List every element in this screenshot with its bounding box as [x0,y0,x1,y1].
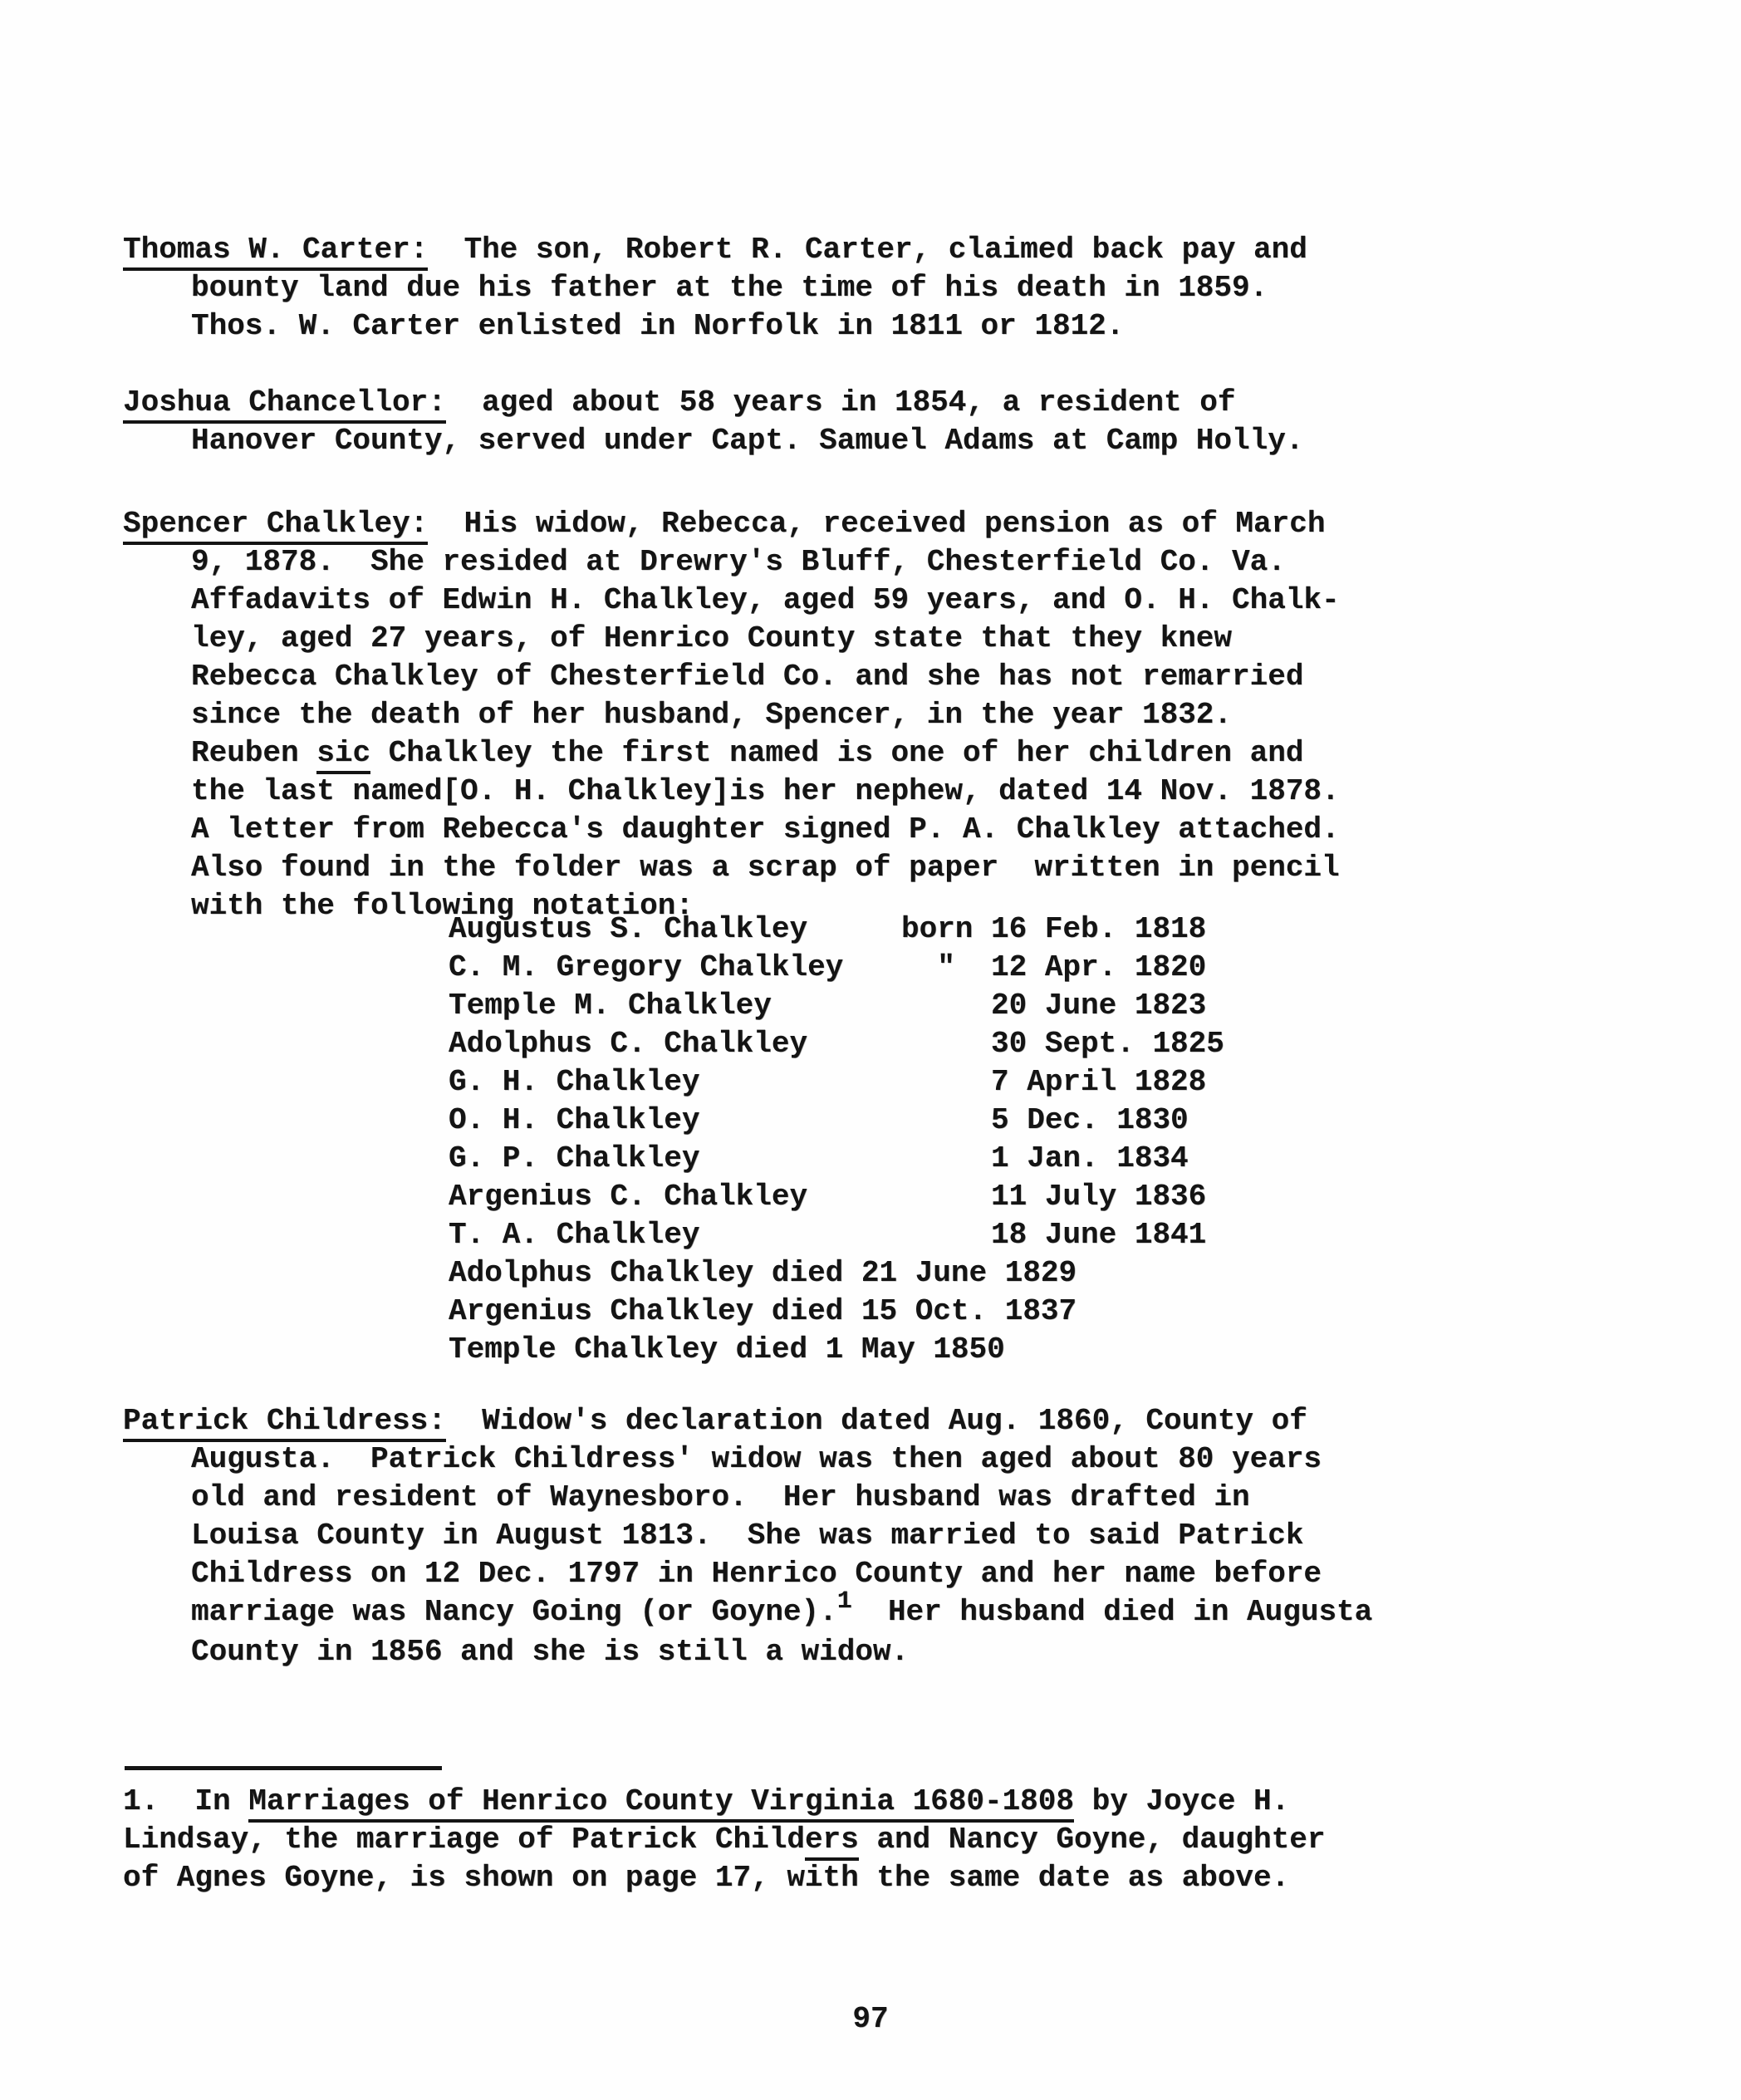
text-segment: Her husband died in Augusta [851,1595,1373,1629]
entry-patrick-childress [123,1402,1372,1671]
list-item [449,1178,1224,1216]
footnote-separator [125,1766,442,1770]
text-line [123,384,1303,422]
text-segment: by Joyce H. [1074,1784,1290,1818]
person-name: T. A. Chalkley [449,1218,700,1252]
text-line: Augusta. Patrick Childress' widow was then aged about 80 years [191,1442,1322,1476]
list-item [449,1216,1224,1254]
text-segment: 1. In [123,1784,249,1818]
person-name: Adolphus C. Chalkley [449,1027,808,1061]
book-title: Marriages of Henrico County Virginia 1680-1808 [248,1784,1074,1823]
text-line [123,1587,1373,1633]
text-line: since the death of her husband, Spencer, in the year 1832. [191,698,1233,732]
birth-date: 20 June 1823 [901,989,1207,1023]
footnote-marker: 1 [836,1587,852,1616]
entry-title-patrick-childress: Patrick Childress: [123,1404,446,1442]
list-item [449,1140,1224,1178]
person-name: G. P. Chalkley [449,1141,700,1175]
entry-joshua-chancellor [123,384,1303,460]
list-item [449,987,1224,1025]
birth-date: 11 July 1836 [901,1180,1207,1214]
text-segment: Chalkley the first named is one of her children and [370,736,1304,770]
person-name: G. H. Chalkley [449,1065,700,1099]
text-line: Also found in the folder was a scrap of paper written in pencil [191,851,1340,885]
page-number: 97 [852,2002,889,2036]
entry-title-joshua-chancellor: Joshua Chancellor: [123,385,446,424]
text-line: bounty land due his father at the time of his death in 1859. [191,271,1268,305]
birth-date: born 16 Feb. 1818 [901,912,1207,946]
entry-thomas-carter [123,231,1307,346]
entry-intro: The son, Robert R. Carter, claimed back pay and [428,233,1307,267]
entry-title-thomas-carter: Thomas W. Carter: [123,233,428,271]
text-line [123,505,1340,543]
birth-date: " 12 Apr. 1820 [901,950,1207,984]
text-line: ley, aged 27 years, of Henrico County state that they knew [191,621,1233,655]
list-item [449,949,1224,987]
death-note-line: Argenius Chalkley died 15 Oct. 1837 [449,1294,1077,1328]
text-line [123,231,1307,269]
footnote [123,1783,1325,1897]
text-line: with the following notation: [191,889,694,923]
footnote-line [123,1821,1325,1859]
text-line: 9, 1878. She resided at Drewry's Bluff, Chesterfield Co. Va. [191,545,1286,579]
text-line: County in 1856 and she is still a widow. [191,1635,910,1669]
person-name: Augustus S. Chalkley [449,912,808,946]
footnote-line [123,1783,1325,1821]
text-line: Hanover County, served under Capt. Samuel Adams at Camp Holly. [191,424,1304,458]
text-line: Affadavits of Edwin H. Chalkley, aged 59 years, and O. H. Chalk- [191,583,1340,617]
entry-intro: aged about 58 years in 1854, a resident of [445,385,1236,420]
entry-intro: Widow's declaration dated Aug. 1860, County of [445,1404,1307,1438]
chalkley-notation-list [449,910,1224,1369]
list-item [449,1102,1224,1140]
text-line: Louisa County in August 1813. She was married to said Patrick [191,1519,1304,1553]
text-line [123,734,1340,773]
entry-title-spencer-chalkley: Spencer Chalkley: [123,507,428,545]
entry-spencer-chalkley [123,505,1340,925]
birth-date: 30 Sept. 1825 [901,1027,1224,1061]
sic-annotation: ers [805,1823,859,1861]
text-line: old and resident of Waynesboro. Her husband was drafted in [191,1480,1250,1514]
text-line: A letter from Rebecca's daughter signed P. A. Chalkley attached. [191,812,1340,846]
list-item [449,910,1224,949]
birth-date: 7 April 1828 [901,1065,1207,1099]
list-item [449,1025,1224,1063]
text-segment: Lindsay, the marriage of Patrick Child [123,1823,805,1857]
birth-date: 5 Dec. 1830 [901,1103,1189,1137]
text-line: Childress on 12 Dec. 1797 in Henrico County and her name before [191,1557,1322,1591]
sic-annotation: sic [316,736,370,774]
person-name: O. H. Chalkley [449,1103,700,1137]
death-note-line: Adolphus Chalkley died 21 June 1829 [449,1256,1077,1290]
person-name: Temple M. Chalkley [449,989,772,1023]
text-segment: and Nancy Goyne, daughter [858,1823,1326,1857]
death-note-line: Temple Chalkley died 1 May 1850 [449,1332,1005,1366]
text-segment: Reuben [191,736,317,770]
text-line: Thos. W. Carter enlisted in Norfolk in 1811 or 1812. [191,309,1125,343]
birth-date: 18 June 1841 [901,1218,1207,1252]
text-segment: marriage was Nancy Going (or Goyne). [191,1595,837,1629]
list-item [449,1063,1224,1102]
entry-intro: His widow, Rebecca, received pension as of March [428,507,1326,541]
text-line [123,1402,1372,1440]
birth-date: 1 Jan. 1834 [901,1141,1189,1175]
person-name: C. M. Gregory Chalkley [449,950,844,984]
footnote-line: of Agnes Goyne, is shown on page 17, with the same date as above. [123,1861,1290,1895]
text-line: the last named[O. H. Chalkley]is her nephew, dated 14 Nov. 1878. [191,774,1340,808]
person-name: Argenius C. Chalkley [449,1180,808,1214]
text-line: Rebecca Chalkley of Chesterfield Co. and she has not remarried [191,660,1304,694]
